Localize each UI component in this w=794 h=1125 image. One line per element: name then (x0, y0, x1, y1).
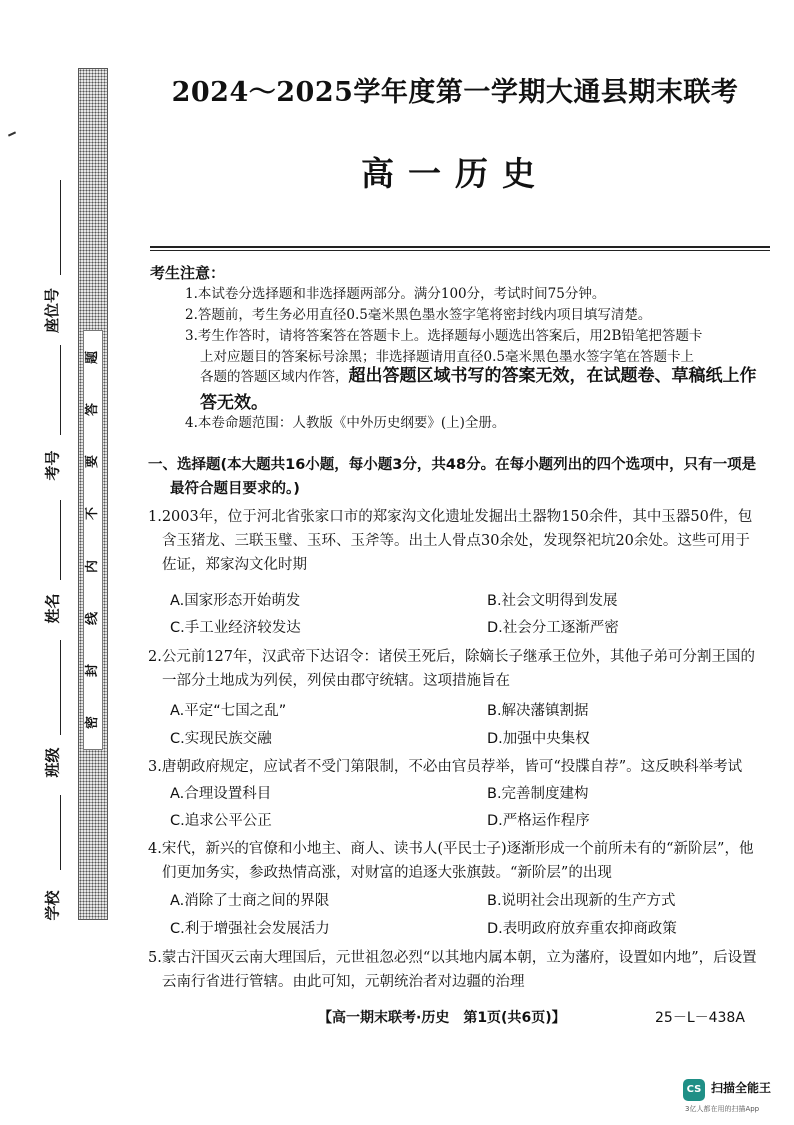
option-a: A.消除了士商之间的界限 (170, 893, 330, 909)
option-a: A.国家形态开始萌发 (170, 593, 301, 609)
school-label: 学校 (43, 890, 62, 921)
option-b: B.说明社会出现新的生产方式 (487, 893, 676, 909)
name-field (22, 593, 82, 624)
notice-item-3-emphasis-end: 答无效。 (200, 393, 268, 413)
sealing-line-notice (83, 330, 103, 750)
binding-char: 要 (85, 455, 101, 469)
option-c: C.实现民族交融 (170, 731, 272, 747)
header-rule (150, 246, 770, 248)
option-a: A.平定“七国之乱” (170, 703, 287, 719)
notice-item-1: 1.本试卷分选择题和非选择题两部分。满分100分，考试时间75分钟。 (185, 286, 606, 302)
notice-item-3-cont: 上对应题目的答案标号涂黑；非选择题请用直径0.5毫米黑色墨水签字笔在答题卡上 (200, 349, 694, 365)
notice-item-3: 3.考生作答时，请将答案答在答题卡上。选择题每小题选出答案后，用2B铅笔把答题卡 (185, 328, 703, 344)
binding-char: 内 (85, 559, 101, 573)
question-2 (148, 645, 773, 693)
question-text: 云南行省进行管辖。由此可知，元朝统治者对边疆的治理 (162, 974, 525, 990)
option-b: B.完善制度建构 (487, 786, 589, 802)
school-field (22, 890, 82, 921)
class-label: 班级 (43, 747, 62, 778)
exam-title: 2024～2025学年度第一学期大通县期末联考 (171, 77, 739, 108)
binding-char: 线 (85, 611, 101, 625)
option-a: A.合理设置科目 (170, 786, 272, 802)
name-label: 姓名 (43, 593, 62, 624)
header-rule-thin (150, 250, 770, 251)
class-field (22, 747, 82, 778)
question-4 (148, 837, 773, 885)
notice-item-3-normal: 各题的答题区域内作答， (200, 369, 349, 385)
exam-code: 25－L－438A (655, 1010, 745, 1026)
option-d: D.加强中央集权 (487, 731, 590, 747)
seat-number-field (22, 287, 82, 334)
option-c: C.手工业经济较发达 (170, 620, 301, 636)
name-blank (60, 500, 61, 580)
question-3 (148, 755, 773, 779)
notice-item-2: 2.答题前，考生务必用直径0.5毫米黑色墨水签字笔将密封线内项目填写清楚。 (185, 307, 652, 323)
notice-item-3-emphasis: 超出答题区域书写的答案无效，在试题卷、草稿纸上作 (348, 366, 757, 386)
question-text: 含玉猪龙、三联玉璧、玉环、玉斧等。出土人骨点30余处，发现祭祀坑20余处。这些可用于 (162, 533, 750, 549)
camscanner-name: 扫描全能王 (711, 1081, 772, 1095)
exam-number-field (22, 450, 82, 481)
subject-title: 高一历史 (361, 154, 549, 193)
question-text: 4.宋代，新兴的官僚和小地主、商人、读书人(平民士子)逐渐形成一个前所未有的“新阶层”，他 (148, 841, 754, 857)
question-5 (148, 946, 773, 994)
section-heading-line: 最符合题目要求的。) (170, 481, 300, 497)
seat-number-blank (60, 180, 61, 275)
binding-char: 答 (85, 402, 101, 416)
option-c: C.追求公平公正 (170, 813, 272, 829)
page-footer: 【高一期末联考·历史 第1页(共6页)】 (318, 1010, 566, 1026)
question-text: 1.2003年，位于河北省张家口市的郑家沟文化遗址发掘出土器物150余件，其中玉器50件，包 (148, 509, 753, 525)
notice-title: 考生注意： (150, 264, 226, 282)
question-1 (148, 505, 773, 577)
option-c: C.利于增强社会发展活力 (170, 921, 330, 937)
binding-char: 密 (85, 716, 101, 730)
notice-item-4: 4.本卷命题范围：人教版《中外历史纲要》(上)全册。 (185, 415, 506, 431)
seat-number-label: 座位号 (43, 287, 62, 334)
question-text: 佐证，郑家沟文化时期 (162, 557, 307, 573)
option-d: D.社会分工逐渐严密 (487, 620, 619, 636)
section-heading-line: 一、选择题(本大题共16小题，每小题3分，共48分。在每小题列出的四个选项中，只有一项是 (148, 457, 757, 473)
option-d: D.表明政府放弃重农抑商政策 (487, 921, 677, 937)
camscanner-logo-icon: CS (683, 1079, 705, 1101)
class-blank (60, 640, 61, 735)
exam-number-label: 考号 (43, 450, 62, 481)
option-b: B.解决藩镇割据 (487, 703, 589, 719)
option-b: B.社会文明得到发展 (487, 593, 618, 609)
option-d: D.严格运作程序 (487, 813, 590, 829)
scan-mark (8, 131, 16, 136)
question-text: 3.唐朝政府规定，应试者不受门第限制，不必由官员荐举，皆可“投牒自荐”。这反映科举考试 (148, 759, 743, 775)
question-text: 5.蒙古汗国灭云南大理国后，元世祖忽必烈“以其地内属本朝，立为藩府，设置如内地”，后设置 (148, 950, 757, 966)
notice-item-3-cont2 (200, 366, 757, 388)
question-text: 一部分土地成为列侯，列侯由郡守统辖。这项措施旨在 (162, 673, 510, 689)
question-text: 2.公元前127年，汉武帝下达诏令：诸侯王死后，除嫡长子继承王位外，其他子弟可分割王国的 (148, 649, 756, 665)
binding-char: 封 (85, 664, 101, 678)
binding-char: 不 (85, 507, 101, 521)
binding-char: 题 (85, 350, 101, 364)
exam-number-blank (60, 345, 61, 435)
question-text: 们更加务实，参政热情高涨，对财富的追逐大张旗鼓。“新阶层”的出现 (162, 865, 612, 881)
school-blank (60, 795, 61, 870)
camscanner-tagline: 3亿人都在用的扫描App (685, 1105, 760, 1113)
section-heading (148, 453, 773, 501)
